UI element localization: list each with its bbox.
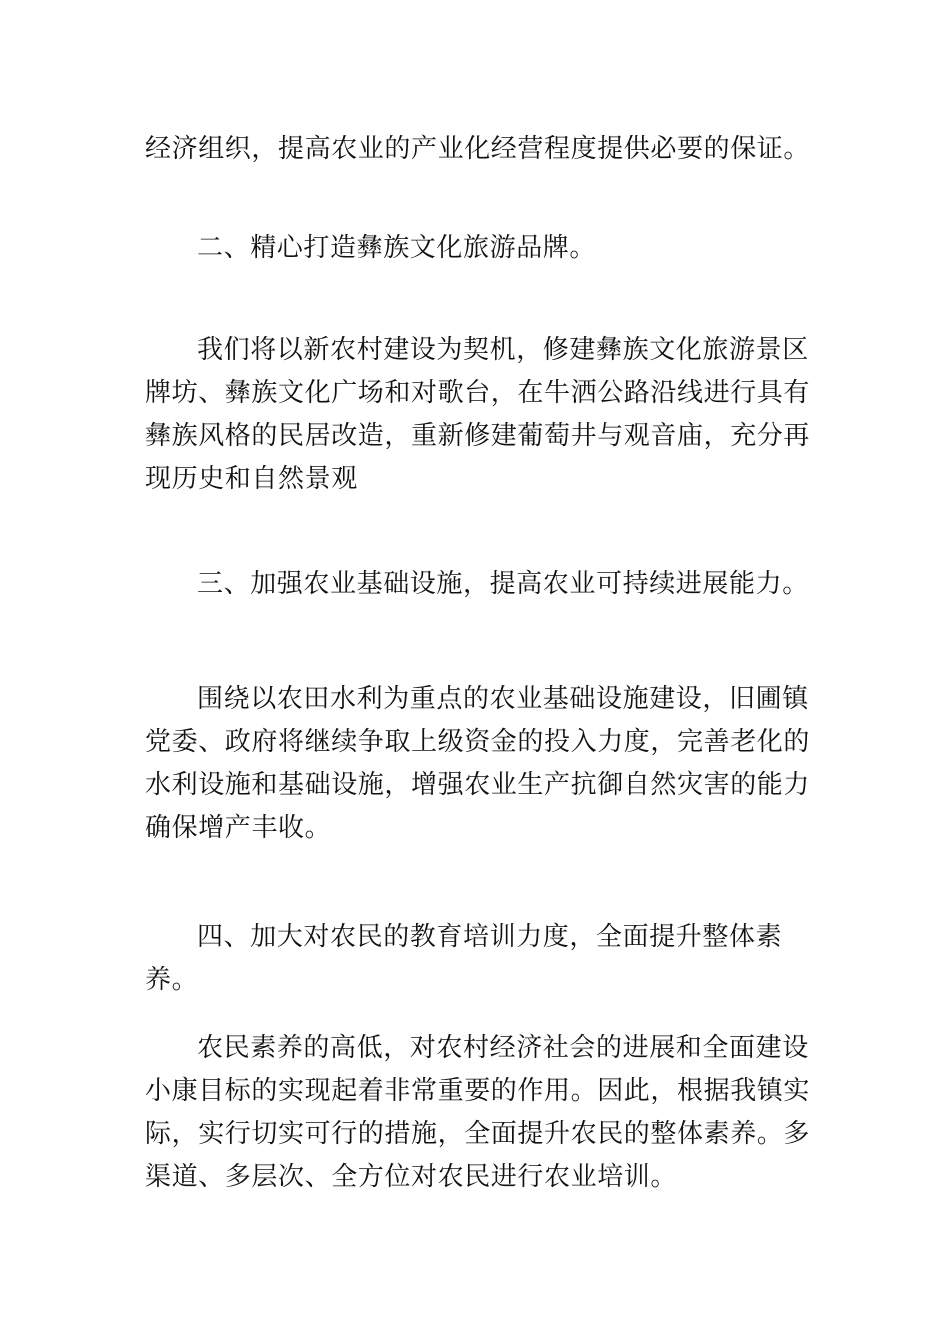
section-heading-4: 四、加大对农民的教育培训力度，全面提升整体素养。: [145, 922, 783, 995]
section-heading-3: 三、加强农业基础设施，提高农业可持续进展能力。: [197, 569, 809, 599]
paragraph-training: 农民素养的高低，对农村经济社会的进展和全面建设小康目标的实现起着非常重要的作用。因此，根据我镇实际，实行切实可行的措施，全面提升农民的整体素养。多渠道、多层次、全方位对农民进行农业培训。: [145, 1033, 811, 1192]
paragraph-infrastructure: 围绕以农田水利为重点的农业基础设施建设，旧圃镇党委、政府将继续争取上级资金的投入力度，完善老化的水利设施和基础设施，增强农业生产抗御自然灾害的能力确保增产丰收。: [145, 684, 811, 843]
paragraph-continuation: 经济组织，提高农业的产业化经营程度提供必要的保证。: [145, 134, 811, 164]
section-heading-2: 二、精心打造彝族文化旅游品牌。: [197, 233, 597, 263]
paragraph-tourism: 我们将以新农村建设为契机，修建彝族文化旅游景区牌坊、彝族文化广场和对歌台，在牛洒公路沿线进行具有彝族风格的民居改造，重新修建葡萄井与观音庙，充分再现历史和自然景观: [145, 335, 811, 494]
